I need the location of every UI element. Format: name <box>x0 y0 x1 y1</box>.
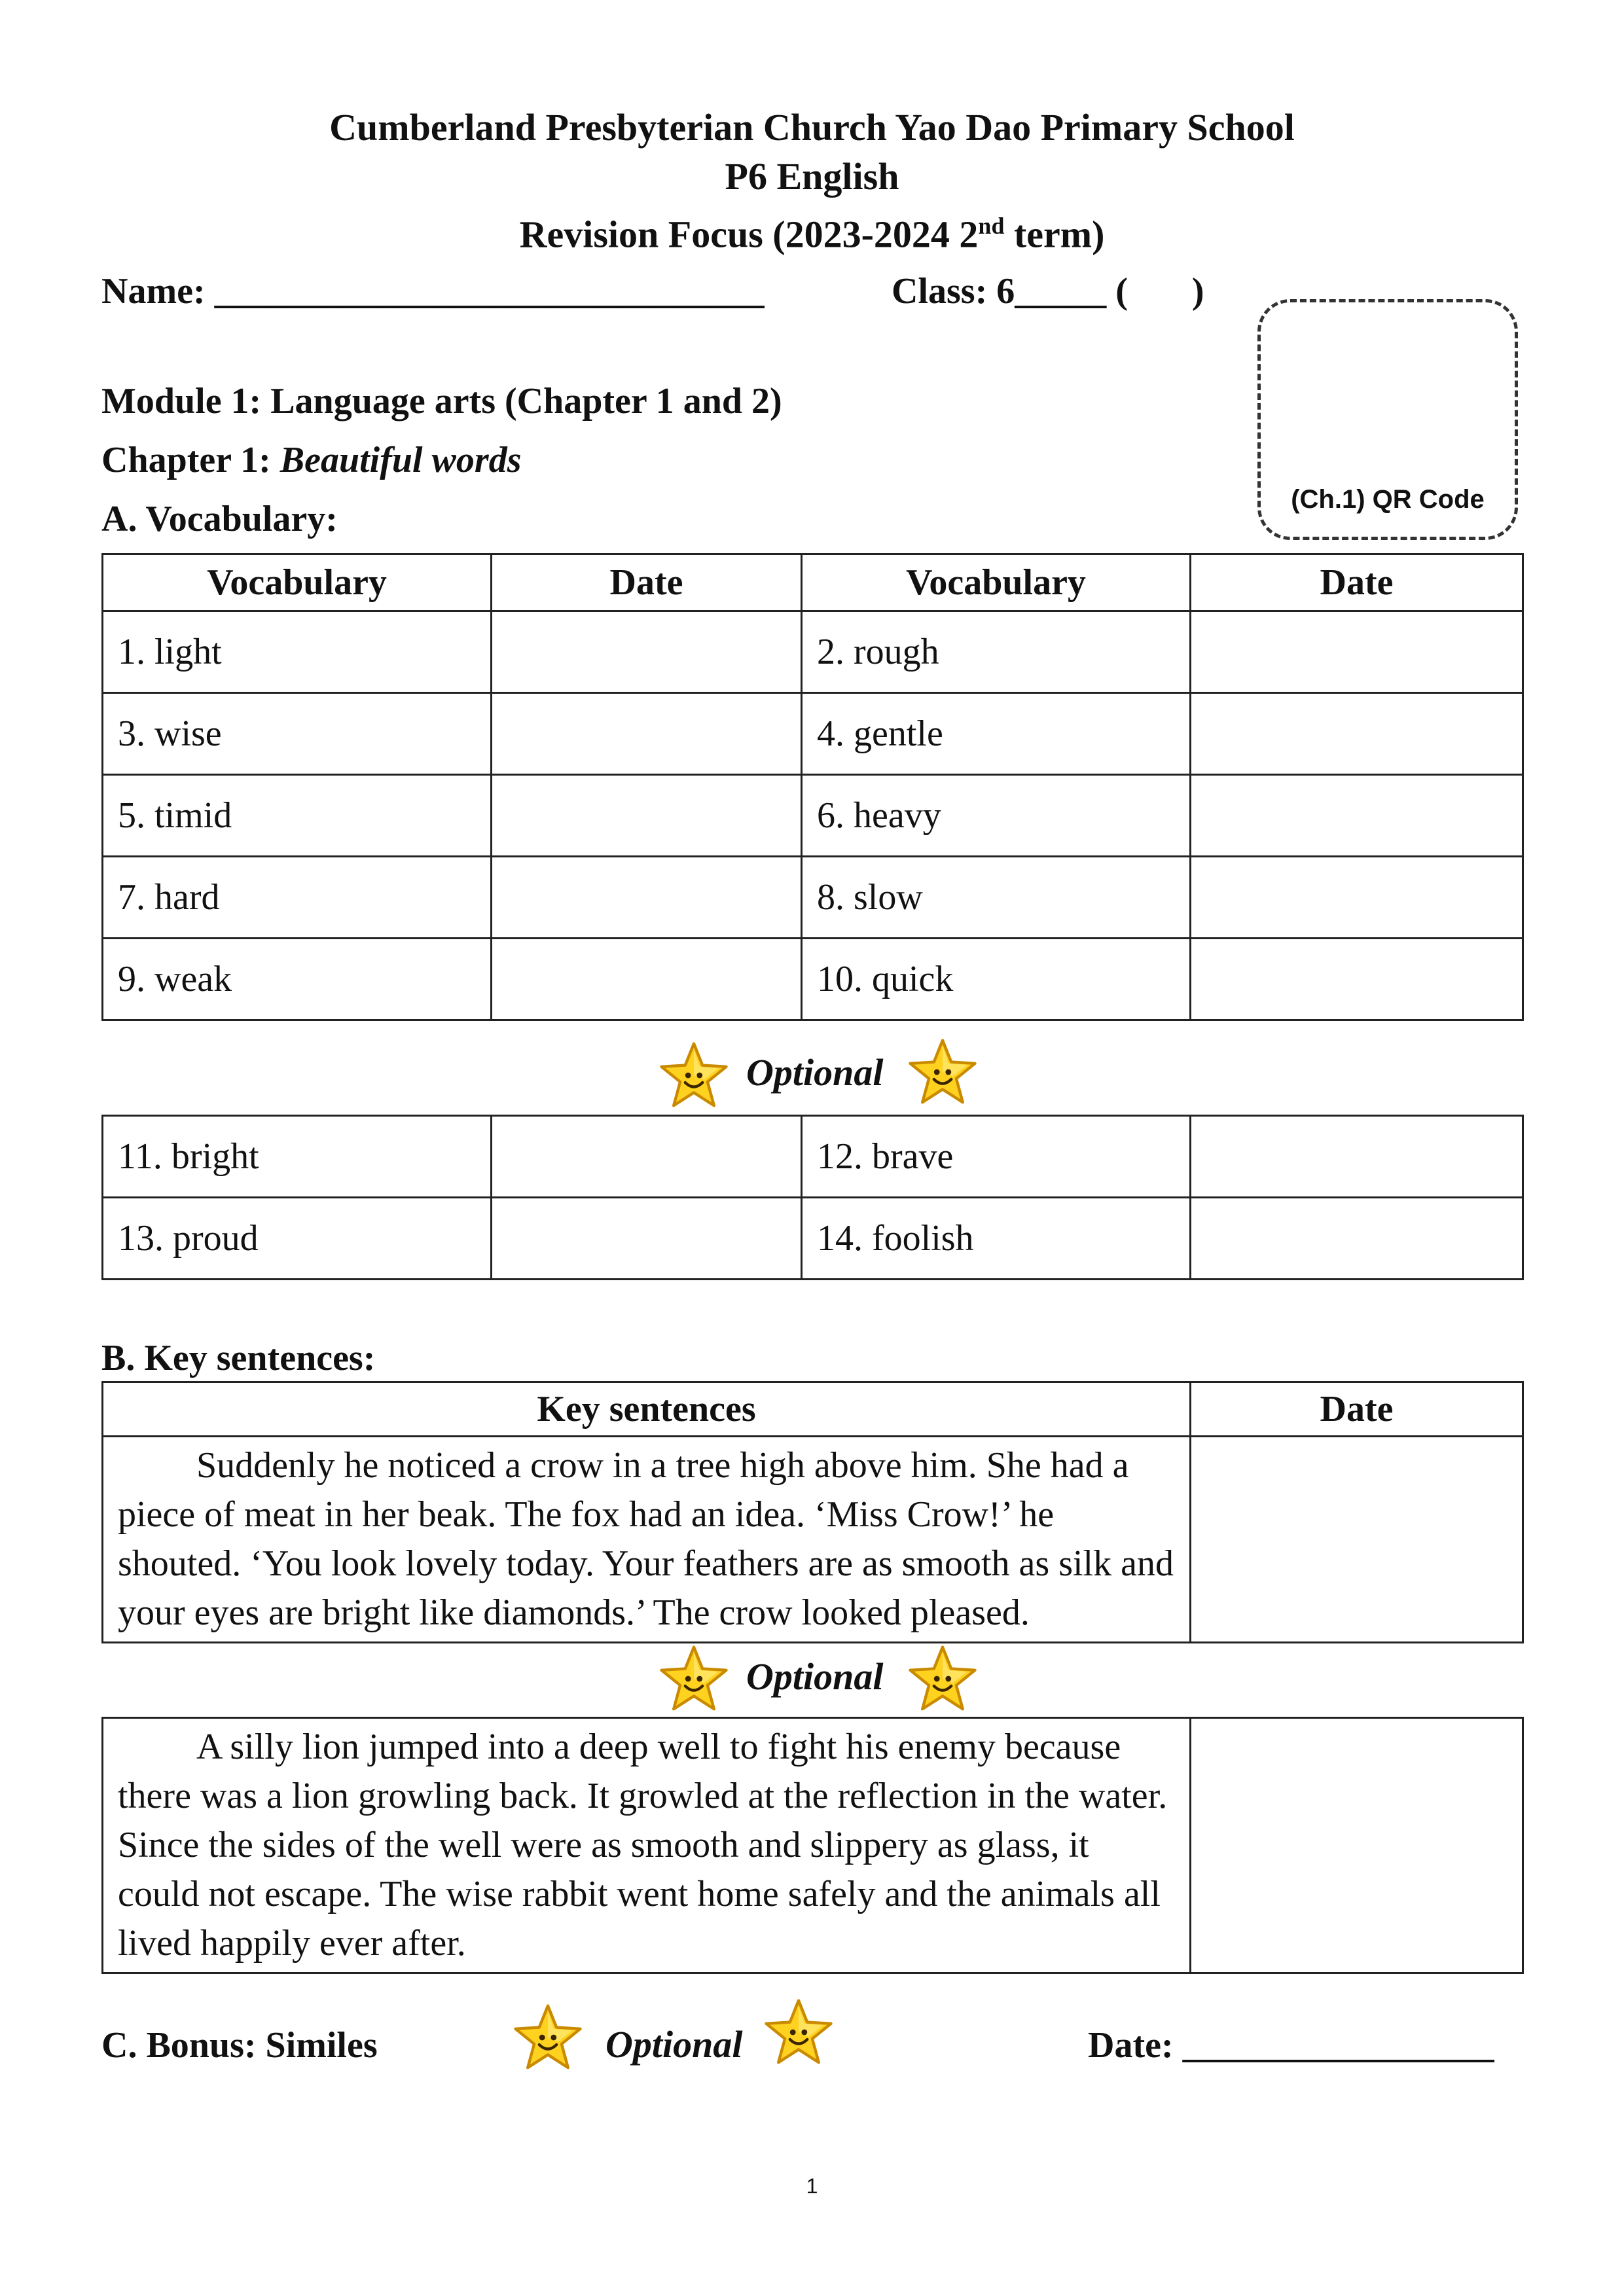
optional-label: Optional <box>605 2023 743 2066</box>
vocabulary-header-row <box>103 554 1523 611</box>
date-cell[interactable] <box>1191 611 1523 693</box>
optional-label: Optional <box>746 1655 884 1698</box>
chapter-heading <box>101 437 522 483</box>
col-header-date: Date <box>1191 1382 1523 1437</box>
date-cell[interactable] <box>1191 693 1523 775</box>
col-header-vocabulary: Vocabulary <box>103 554 492 611</box>
vocab-word: 5. timid <box>103 775 492 857</box>
table-row <box>103 1718 1523 1973</box>
date-cell[interactable] <box>492 1198 802 1280</box>
chapter-prefix: Chapter 1: <box>101 440 280 480</box>
col-header-key-sentences: Key sentences <box>103 1382 1191 1437</box>
key-sentences-header-row <box>103 1382 1523 1437</box>
table-row <box>103 1198 1523 1280</box>
smiling-star-icon <box>763 1996 835 2068</box>
date-cell[interactable] <box>492 857 802 939</box>
qr-code-placeholder <box>1257 299 1518 540</box>
date-cell[interactable] <box>492 693 802 775</box>
table-row <box>103 1437 1523 1643</box>
smiling-star-icon <box>658 1643 730 1715</box>
date-cell[interactable] <box>1191 857 1523 939</box>
date-cell[interactable] <box>1191 1198 1523 1280</box>
vocab-word: 9. weak <box>103 939 492 1020</box>
vocab-word: 12. brave <box>802 1116 1191 1198</box>
optional-vocabulary-table <box>101 1115 1524 1280</box>
smiling-star-icon <box>512 2001 584 2073</box>
date-cell[interactable] <box>1191 1116 1523 1198</box>
smiling-star-icon <box>658 1039 730 1111</box>
revision-title <box>0 202 1624 259</box>
vocab-word: 4. gentle <box>802 693 1191 775</box>
optional-label: Optional <box>746 1051 884 1094</box>
revision-title-sup: nd <box>978 213 1005 239</box>
bonus-date-field[interactable]: Date: _________________ <box>1088 2025 1494 2066</box>
subject-title: P6 English <box>725 155 899 198</box>
revision-title-suffix: term) <box>1004 213 1105 256</box>
chapter-title: Beautiful words <box>280 440 522 480</box>
optional-sentence-text: A silly lion jumped into a deep well to fight his enemy because there was a lion growling back. It growled at the reflection in the water. Since the sides of the well were as smooth and slippery as glass, it could not escape. The wise rabbit went home safely and the animals all lived happily ever after. <box>103 1718 1191 1973</box>
key-sentences-table <box>101 1381 1524 1643</box>
vocab-word: 3. wise <box>103 693 492 775</box>
table-row <box>103 939 1523 1020</box>
class-field[interactable]: Class: 6_____ ( ) <box>892 271 1204 312</box>
optional-sentences-table <box>101 1717 1524 1974</box>
date-cell[interactable] <box>1191 775 1523 857</box>
table-row <box>103 611 1523 693</box>
date-cell[interactable] <box>492 611 802 693</box>
date-cell[interactable] <box>492 939 802 1020</box>
vocabulary-section-title: A. Vocabulary: <box>101 499 338 539</box>
col-header-vocabulary: Vocabulary <box>802 554 1191 611</box>
bonus-section-title: C. Bonus: Similes <box>101 2025 378 2066</box>
table-row <box>103 775 1523 857</box>
date-cell[interactable] <box>1191 1437 1523 1643</box>
vocab-word: 8. slow <box>802 857 1191 939</box>
vocab-word: 7. hard <box>103 857 492 939</box>
col-header-date: Date <box>492 554 802 611</box>
date-cell[interactable] <box>1191 939 1523 1020</box>
table-row <box>103 1116 1523 1198</box>
page-number: 1 <box>806 2174 818 2198</box>
vocab-word: 6. heavy <box>802 775 1191 857</box>
vocab-word: 10. quick <box>802 939 1191 1020</box>
smiling-star-icon <box>907 1643 979 1715</box>
revision-title-prefix: Revision Focus (2023-2024 2 <box>519 213 979 256</box>
vocab-word: 2. rough <box>802 611 1191 693</box>
key-sentence-text: Suddenly he noticed a crow in a tree high above him. She had a piece of meat in her beak. The fox had an idea. ‘Miss Crow!’ he shouted. ‘You look lovely today. Your feathers are as smooth as silk and your eyes are bright like diamonds.’ The crow looked pleased. <box>103 1437 1191 1643</box>
date-cell[interactable] <box>492 1116 802 1198</box>
vocab-word: 14. foolish <box>802 1198 1191 1280</box>
vocab-word: 1. light <box>103 611 492 693</box>
qr-code-label: (Ch.1) QR Code <box>1291 485 1485 514</box>
col-header-date: Date <box>1191 554 1523 611</box>
table-row <box>103 857 1523 939</box>
school-name: Cumberland Presbyterian Church Yao Dao Primary School <box>329 106 1295 149</box>
date-cell[interactable] <box>492 775 802 857</box>
name-field[interactable]: Name: ______________________________ <box>101 271 765 312</box>
smiling-star-icon <box>907 1036 979 1108</box>
table-row <box>103 693 1523 775</box>
date-cell[interactable] <box>1191 1718 1523 1973</box>
module-heading: Module 1: Language arts (Chapter 1 and 2) <box>101 381 782 422</box>
vocab-word: 13. proud <box>103 1198 492 1280</box>
key-sentences-section-title: B. Key sentences: <box>101 1338 376 1378</box>
vocab-word: 11. bright <box>103 1116 492 1198</box>
vocabulary-table <box>101 553 1524 1021</box>
